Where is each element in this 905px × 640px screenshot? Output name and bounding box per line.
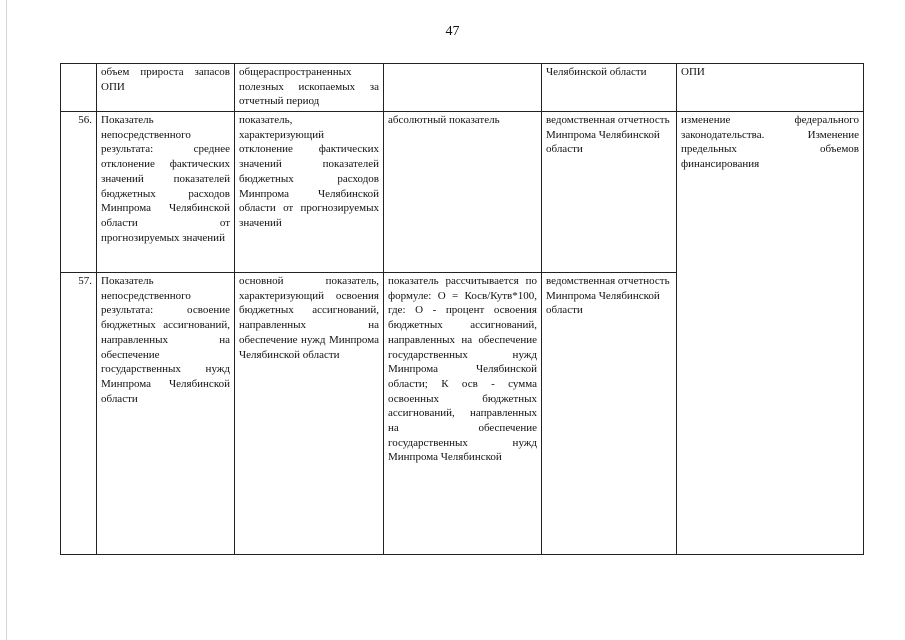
method-text: абсолютный показатель xyxy=(388,114,500,126)
row-number: 56. xyxy=(61,112,97,273)
source-text: ведомственная отчетность Минпрома Челябинской области xyxy=(546,114,670,156)
method-cell xyxy=(384,273,542,555)
definition-text: основной показатель, характеризующий освоения бюджетных ассигнований, направленных на обеспечение нужд Минпрома Челябинской области xyxy=(239,275,379,361)
factors-text: изменение федерального законодательства. Изменение предельных объемов финансирования xyxy=(681,114,859,171)
table-row xyxy=(61,64,864,112)
indicator-cell xyxy=(97,112,235,273)
factors-cell xyxy=(677,112,864,555)
indicators-table xyxy=(60,63,864,555)
factors-cell xyxy=(677,64,864,112)
definition-text: показатель, характеризующий отклонение фактических значений показателей бюджетных расходов Минпрома Челябинской области от прогнозируемых значений xyxy=(239,114,379,229)
definition-cell xyxy=(235,112,384,273)
table-row xyxy=(61,112,864,273)
row-number xyxy=(61,64,97,112)
scan-edge xyxy=(6,0,7,640)
indicator-text: Показатель непосредственного результата: освоение бюджетных ассигнований, направленных на обеспечение государственных нужд Минпрома Челябинской области xyxy=(101,275,230,405)
source-cell xyxy=(542,112,677,273)
method-cell xyxy=(384,112,542,273)
definition-cell xyxy=(235,64,384,112)
indicator-cell xyxy=(97,273,235,555)
source-text: Челябинской области xyxy=(546,66,647,78)
source-cell xyxy=(542,273,677,555)
indicator-text: Показатель непосредственного результата: среднее отклонение фактических значений показателей бюджетных расходов Минпрома Челябинской области от прогнозируемых значений xyxy=(101,114,230,244)
source-cell xyxy=(542,64,677,112)
definition-text: общераспространенных полезных ископаемых за отчетный период xyxy=(239,66,379,108)
definition-cell xyxy=(235,273,384,555)
factors-text: ОПИ xyxy=(681,66,705,78)
indicator-text: объем прироста запасов ОПИ xyxy=(101,66,230,93)
method-cell xyxy=(384,64,542,112)
page-number: 47 xyxy=(445,24,460,39)
source-text: ведомственная отчетность Минпрома Челябинской области xyxy=(546,275,670,317)
method-text: показатель рассчитывается по формуле: О = Косв/Кутв*100, где: О - процент освоения бюджетных ассигнований, направленных на обеспечение государственных нужд Минпрома Челябинской области; К осв - сумма освоенных бюджетных ассигнований, направленных на обеспечение государственных нужд Минпрома Челябинской xyxy=(388,275,537,464)
row-number: 57. xyxy=(61,273,97,555)
indicator-cell xyxy=(97,64,235,112)
